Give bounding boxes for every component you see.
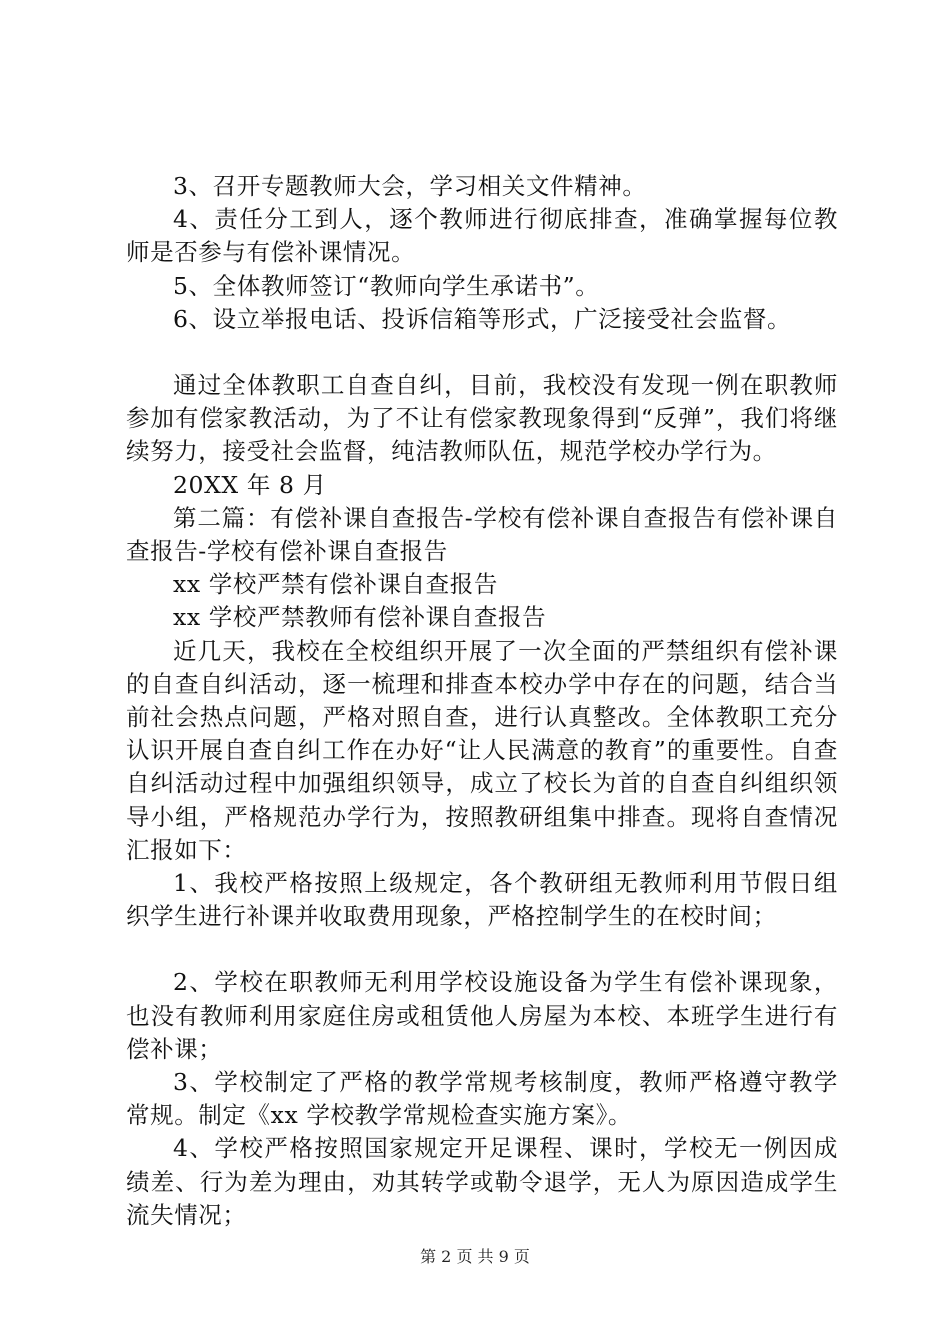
paragraph-finding-4: 4、学校严格按照国家规定开足课程、课时，学校无一例因成绩差、行为差为理由，劝其转学或勒令退学，无人为原因造成学生流失情况；: [126, 1134, 838, 1229]
paragraph-item-5: 5、全体教师签订“教师向学生承诺书”。: [173, 271, 600, 300]
paragraph-summary: 通过全体教职工自查自纠，目前，我校没有发现一例在职教师参加有偿家教活动，为了不让有偿家教现象得到“反弹”，我们将继续努力，接受社会监督，纯洁教师队伍，规范学校办学行为。: [126, 371, 838, 466]
paragraph-item-6: 6、设立举报电话、投诉信箱等形式，广泛接受社会监督。: [173, 304, 792, 333]
paragraph-spacer: [126, 933, 838, 966]
document-body: [126, 170, 838, 1232]
section-title-part-two: 第二篇：有偿补课自查报告-学校有偿补课自查报告有偿补课自查报告-学校有偿补课自查报告: [126, 503, 838, 566]
paragraph-finding-3: 3、学校制定了严格的教学常规考核制度，教师严格遵守教学常规。制定《xx 学校教学常规检查实施方案》。: [126, 1068, 838, 1130]
report-subtitle: xx 学校严禁教师有偿补课自查报告: [173, 603, 547, 632]
report-title: xx 学校严禁有偿补课自查报告: [173, 570, 498, 599]
page-number-footer: 第 2 页 共 9 页: [420, 1247, 530, 1266]
paragraph-item-4: 4、责任分工到人，逐个教师进行彻底排查，准确掌握每位教师是否参与有偿补课情况。: [126, 205, 838, 267]
paragraph-finding-2: 2、学校在职教师无利用学校设施设备为学生有偿补课现象，也没有教师利用家庭住房或租赁他人房屋为本校、本班学生进行有偿补课；: [126, 968, 838, 1063]
paragraph-item-3: 3、召开专题教师大会，学习相关文件精神。: [173, 172, 647, 200]
paragraph-date: 20XX 年 8 月: [173, 470, 327, 499]
paragraph-spacer: [126, 336, 838, 369]
paragraph-introduction: 近几天，我校在全校组织开展了一次全面的严禁组织有偿补课的自查自纠活动，逐一梳理和排查本校办学中存在的问题，结合当前社会热点问题，严格对照自查，进行认真整改。全体教职工充分认识开展自查自纠工作在办好“让人民满意的教育”的重要性。自查自纠活动过程中加强组织领导，成立了校长为首的自查自纠组织领导小组，严格规范办学行为，按照教研组集中排查。现将自查情况汇报如下：: [126, 636, 838, 864]
paragraph-finding-1: 1、我校严格按照上级规定，各个教研组无教师利用节假日组织学生进行补课并收取费用现象，严格控制学生的在校时间；: [126, 869, 838, 931]
